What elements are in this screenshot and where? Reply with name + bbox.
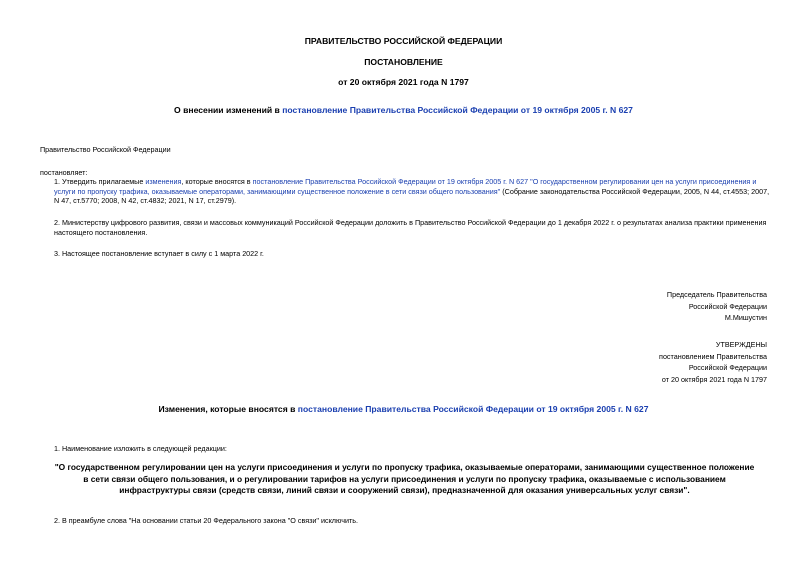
header-date-number: от 20 октября 2021 года N 1797 [338, 77, 469, 87]
changes-quote: "О государственном регулировании цен на услуги присоединения и услуги по пропуску трафика, оказываемые операторами, занимающими существенное положение в сети связи общего пользования, и о регулировании тарифов на услуги присоединения и услуги по пропуску трафика, оказываемые с использованием инфраструктуры связи (средств связи, линий связи и сооружений связи), предназначенной для оказания универсальных услуг связи". [54, 462, 755, 496]
item-3: 3. Настоящее постановление вступает в силу с 1 марта 2022 г. [54, 249, 264, 258]
changes-title [0, 404, 807, 416]
changes-link[interactable]: постановление Правительства Российской Федерации от 19 октября 2005 г. N 627 [297, 404, 649, 414]
item-1-text-3: (Собрание законодательства Российской Федерации, 2005, N 44, ст.4553; 2007, N 47, ст.5770; 2008, N 42, ст.4832; 2021, N 17, ст.2979). [54, 186, 770, 206]
title-prefix: О внесении изменений в [174, 105, 283, 115]
issuer: Правительство Российской Федерации [40, 145, 171, 154]
changes-prefix: Изменения, которые вносятся в [158, 404, 298, 414]
document-title [0, 105, 807, 117]
approved-block [507, 340, 767, 385]
item-2: 2. Министерству цифрового развития, связи и массовых коммуникаций Российской Федерации доложить в Правительство Российской Федерации до 1 декабря 2022 г. о результатах анализа практики применения настоящего постановления. [54, 218, 767, 237]
signature-line-2: Российской Федерации [688, 301, 767, 311]
header-doc-type: ПОСТАНОВЛЕНИЕ [364, 57, 443, 67]
item-1-text-2: , которые вносятся в [181, 177, 253, 186]
title-link[interactable]: постановление Правительства Российской Федерации от 19 октября 2005 г. N 627 [282, 105, 633, 115]
changes-item-1: 1. Наименование изложить в следующей редакции: [54, 444, 227, 453]
item-1 [40, 177, 770, 206]
header-government: ПРАВИТЕЛЬСТВО РОССИЙСКОЙ ФЕДЕРАЦИИ [304, 36, 503, 46]
item-1-text-1: 1. Утвердить прилагаемые [54, 177, 146, 186]
signature-line-1: Председатель Правительства [666, 290, 767, 299]
signature-block [507, 290, 767, 323]
item-1-link-decree[interactable]: постановление Правительства Российской Федерации от 19 октября 2005 г. N 627 "О государственном регулировании цен на услуги присоединения и услуги по пропуску трафика, оказываемые операторами, занимающими существенное положение в сети связи общего пользования" [54, 177, 757, 196]
approved-line-3: Российской Федерации [688, 363, 767, 373]
changes-item-2: 2. В преамбуле слова "На основании статьи 20 Федерального закона "О связи" исключить. [54, 516, 359, 525]
approved-line-2: постановлением Правительства [659, 351, 767, 361]
decrees: постановляет: [40, 168, 88, 177]
item-1-link-changes[interactable]: изменения [145, 177, 182, 186]
approved-line-1: УТВЕРЖДЕНЫ [715, 340, 767, 349]
approved-line-4: от 20 октября 2021 года N 1797 [661, 375, 767, 385]
signature-name: М.Мишустин [724, 313, 767, 323]
